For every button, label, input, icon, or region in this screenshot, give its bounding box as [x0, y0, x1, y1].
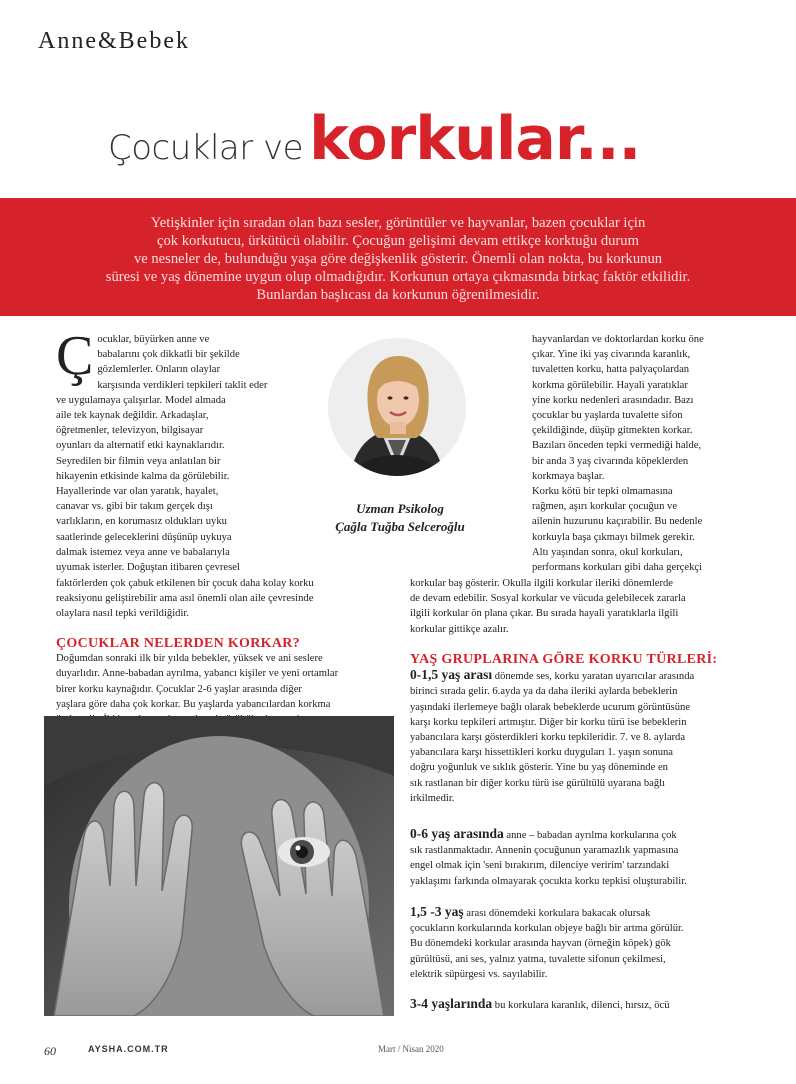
intro-text — [0, 198, 796, 304]
age-group-3-4: 3-4 yaşlarında bu korkulara karanlık, dilenci, hırsız, öcü — [410, 996, 670, 1011]
intro-line: Yetişkinler için sıradan olan bazı sesler, görüntüler ve hayvanlar, bazen çocuklar için — [150, 215, 646, 231]
right-column-intro — [532, 332, 772, 575]
section-heading-fears: ÇOCUKLAR NELERDEN KORKAR? — [56, 636, 300, 651]
right-paragraph-1: hayvanlardan ve doktorlardan korku öne çıkar. Yine iki yaş civarında karanlık, tuvaletten korku, hatta palyaçolardan korkma görülebilir. Hayali yaratıklar yine korku nedenleri arasındadır. Bazı çocuklar bu yaşlarda tuvalette sifon çekildiğinde, düşüp gitmekten korkar. Bazıları önceden tepki vermediği halde, bir anda 3 yaş civarında köpeklerden korkmaya başlar. Korku kötü bir tepki olmamasına rağmen, aşırı korkular çocuğun ve ailenin huzurunu kaçırabilir. Bu nedenle korkuyla başa çıkmayı bilmek gerekir. Altı yaşından sonra, okul korkuları, performans korkuları gibi daha gerçekçi — [532, 334, 704, 574]
expert-name: Çağla Tuğba Selceroğlu — [335, 519, 465, 534]
section-label: Anne&Bebek — [38, 28, 190, 54]
age-group-1-5-3: 1,5 -3 yaş arası dönemdeki korkulara bakacak olursak çocukların korkularında korkulan objeye bağlı bir artma görülür. Bu dönemdeki korkular arasında hayvan (örneğin köpek) gök gürültüsü, ani ses, yalnız yatma, tuvalette sifonun çekilmesi, elektrik süpürgesi vs. sayılabilir. — [410, 904, 684, 980]
intro-line: ve nesneler de, bulunduğu yaşa göre değişkenlik gösterir. Önemli olan nokta, bu korkunun — [133, 251, 663, 267]
age-label: 3-4 yaşlarında — [410, 996, 493, 1011]
left-column-intro — [56, 325, 296, 575]
age-groups-section — [410, 652, 776, 806]
child-covering-face-illustration — [44, 716, 394, 1016]
age-group-0-1-5: 0-1,5 yaş arası dönemde ses, korku yaratan uyarıcılar arasında birinci sırada gelir. 6.ayda ya da daha ileriki aylarda bebeklerin yaşındaki ilerlemeye bağlı olarak bebeklerde ucurum görüntüsüne karşı korku tepkileri artmıştır. Diğer bir korku türü ise bebeklerin yabancılara karşı gösterdikleri korku tepkileridir. 7. ve 8. aylarda yabancılara karşı hissettikleri korku duyguları 1. yaşın sonuna doğru yoğunluk ve sıklık gösterir. Yine bu yaş döneminde en sık rastlanan bir diğer korku türü ise gürültülü uyarana bağlı irkilmedir. — [410, 667, 695, 804]
right-paragraph-2: korkular baş gösterir. Okulla ilgili korkular ileriki dönemlerde de devam edebilir. Sosyal korkular ve vücuda gelebilecek zararla ilgili korkular ön plana çıkar. Bu sırada hayali yaratıklarla ilgili korkular gittikçe azalır. — [410, 578, 686, 635]
site-url: AYSHA.COM.TR — [88, 1044, 169, 1054]
age-label: 1,5 -3 yaş — [410, 904, 464, 919]
left-paragraph-1: ocuklar, büyürken anne ve babalarını çok dikkatli bir şekilde gözlemlerler. Onların olaylar karşısında verdikleri tepkileri taklit eder ve uygulamaya çalışırlar. Model almada aile tek kaynak değildir. Arkadaşlar, öğretmenler, televizyon, bilgisayar oyunları da alternatif etki kaynaklarıdır. Seyredilen bir filmin veya anlatılan bir hikayenin etkisinde kalma da görülebilir. Hayallerinde var olan yaratık, hayalet, canavar vs. gibi bir takım gerçek dışı varlıkların, en korumasız oldukları uyku saatlerinde geleceklerini düşünüp uykuya dalmak istemez veya anne ve babalarıyla uyumak isterler. Doğuştan itibaren çevresel — [56, 334, 268, 574]
left-paragraph-2: faktörlerden çok çabuk etkilenen bir çocuk daha kolay korku reaksiyonu geliştirebilir ama asıl önemli olan aile çevresinde olaylara nasıl tepki verildiğidir. — [56, 578, 314, 620]
intro-band — [0, 198, 796, 316]
expert-caption — [300, 500, 500, 536]
left-paragraph-3: Doğumdan sonraki ilk bir yılda bebekler, yüksek ve ani seslere duyarlıdır. Anne-babadan ayrılma, yabancı kişiler ve yeni ortamlar birer korku kaynağıdır. Çocuklar 2-6 yaşlar arasında diğer yaşlara göre daha çok korkar. Bu yaşlarda yabancılardan korkma — [56, 653, 339, 710]
expert-portrait — [328, 338, 466, 476]
title-light: Çocuklar ve — [108, 128, 304, 168]
portrait-illustration — [328, 338, 466, 476]
age-label: 0-1,5 yaş arası — [410, 667, 493, 683]
issue-date: Mart / Nisan 2020 — [378, 1044, 444, 1054]
section-heading-age-groups: YAŞ GRUPLARINA GÖRE KORKU TÜRLERİ: — [410, 652, 718, 667]
page-number: 60 — [44, 1044, 56, 1058]
page-title — [108, 104, 640, 174]
drop-cap: Ç — [56, 325, 94, 387]
title-bold: korkular... — [309, 104, 641, 174]
intro-line: çok korkutucu, ürkütücü olabilir. Çocuğun gelişimi devam ettikçe korktuğu durum — [157, 233, 639, 249]
expert-title: Uzman Psikolog — [356, 501, 444, 516]
age-group-0-6: 0-6 yaş arasında anne – babadan ayrılma korkularına çok sık rastlanmaktadır. Annenin çocuğunun yaramazlık yapmasına engel olmak için 'seni bırakırım, dilenciye veririm' tarzındaki yaklaşımı farkında olmayarak çocukta korku tepkisi oluşturabilir. — [410, 826, 687, 887]
intro-line: süresi ve yaş dönemine uygun olup olmadığıdır. Korkunun ortaya çıkmasında birkaç faktör etkilidir. — [105, 269, 691, 285]
left-section — [56, 636, 396, 727]
child-photo — [44, 716, 394, 1016]
intro-line: Bunlardan başlıcası da korkunun öğrenilmesidir. — [256, 287, 540, 303]
age-label: 0-6 yaş arasında — [410, 826, 504, 841]
